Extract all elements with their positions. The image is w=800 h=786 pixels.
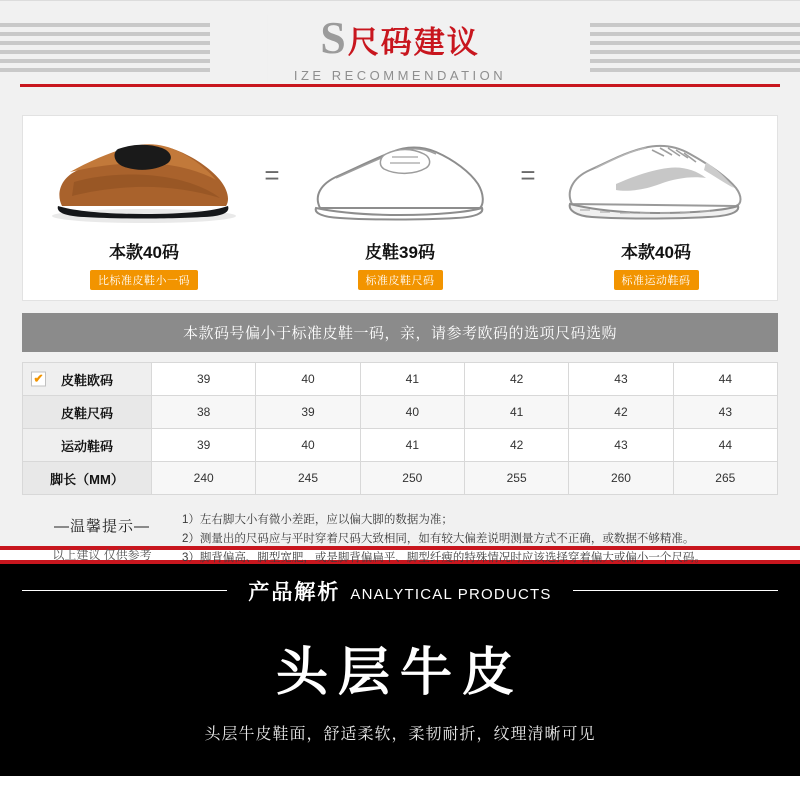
product-section-title-cn: 产品解析 [248,581,341,604]
page-header [0,0,800,99]
comparison-badge-2: 标准皮鞋尺码 [358,270,443,290]
row-label-foot-length: 脚长（MM） [50,471,124,487]
comparison-item-1 [33,130,255,290]
shoe-comparison-row [22,115,778,301]
band-rule-right [573,590,778,591]
tips-subtitle: 以上建议 仅供参考 [52,548,152,562]
size-table [22,362,778,495]
tips-section [22,511,778,568]
cell: 39 [152,429,256,462]
header-initial: S [320,12,346,63]
table-row [23,363,778,396]
cell: 250 [360,462,464,495]
comparison-label-1: 本款40码 [109,243,179,262]
tips-list [182,511,778,568]
row-header-eu [23,363,152,396]
tips-line-1: 1）左右脚大小有微小差距，应以偏大脚的数据为准； [182,514,453,526]
comparison-label-2: 皮鞋39码 [365,243,435,262]
cell: 40 [360,396,464,429]
equals-sign-1: = [264,160,280,190]
header-underline [20,84,780,87]
header-subtitle: IZE RECOMMENDATION [293,68,507,83]
product-subline: 头层牛皮鞋面，舒适柔软，柔韧耐折，纹理清晰可见 [204,726,596,743]
sneaker-outline [545,130,767,226]
cell: 43 [673,396,777,429]
sneaker-illustration [556,132,756,224]
equals-sign-2: = [520,160,536,190]
product-headline: 头层牛皮 [275,645,524,702]
tips-line-2: 2）测量出的尺码应与平时穿着尺码大致相同，如有较大偏差说明测量方式不正确，或数据不够精准。 [182,533,695,545]
checkbox-checked-icon[interactable]: ✔ [31,372,46,387]
size-panel [0,99,800,564]
table-row [23,396,778,429]
cell: 39 [256,396,360,429]
band-rule-left [22,590,227,591]
size-notice-bar: 本款码号偏小于标准皮鞋一码，亲，请参考欧码的选项尺码选购 [22,313,778,352]
cell: 41 [464,396,568,429]
product-analysis-band [0,564,800,776]
cell: 38 [152,396,256,429]
comparison-label-3: 本款40码 [621,243,691,262]
cell: 43 [569,363,673,396]
row-header-foot-length [23,462,152,495]
cell: 39 [152,363,256,396]
comparison-item-2 [289,130,511,290]
header-stripe-left [0,23,210,73]
comparison-badge-3: 标准运动鞋码 [614,270,699,290]
comparison-badge-1: 比标准皮鞋小一码 [90,270,198,290]
row-label-shoe-size: 皮鞋尺码 [60,405,113,421]
cell: 42 [569,396,673,429]
band-title-block [248,576,551,606]
cell: 40 [256,363,360,396]
brown-casual-shoe-photo [33,130,255,226]
dress-shoe-outline [289,130,511,226]
cell: 42 [464,429,568,462]
cell: 240 [152,462,256,495]
cell: 41 [360,429,464,462]
header-stripe-right [590,23,800,73]
cell: 245 [256,462,360,495]
cell: 265 [673,462,777,495]
cell: 42 [464,363,568,396]
comparison-item-3 [545,130,767,290]
tips-title: —温馨提示— [53,518,150,535]
dress-shoe-illustration [300,132,500,224]
cell: 44 [673,363,777,396]
cell: 43 [569,429,673,462]
brown-shoe-illustration [44,132,244,224]
page-title: 尺码建议 [347,25,480,60]
header-title-block [268,12,532,83]
table-row [23,429,778,462]
row-header-shoe-size [23,396,152,429]
product-section-header [0,564,800,618]
cell: 44 [673,429,777,462]
cell: 41 [360,363,464,396]
table-row [23,462,778,495]
cell: 40 [256,429,360,462]
tips-line-3: 3）脚背偏高、脚型宽肥，或是脚背偏扁平、脚型纤瘦的特殊情况时应该选择穿着偏大或偏小一个尺码。 [182,552,706,564]
row-label-eu: 皮鞋欧码 [60,372,113,388]
row-header-sport-size [23,429,152,462]
cell: 260 [569,462,673,495]
cell: 255 [464,462,568,495]
product-section-title-en: ANALYTICAL PRODUCTS [350,586,552,603]
row-label-sport-size: 运动鞋码 [60,438,113,454]
tips-left-block [22,511,182,568]
product-headline-block [0,630,800,744]
